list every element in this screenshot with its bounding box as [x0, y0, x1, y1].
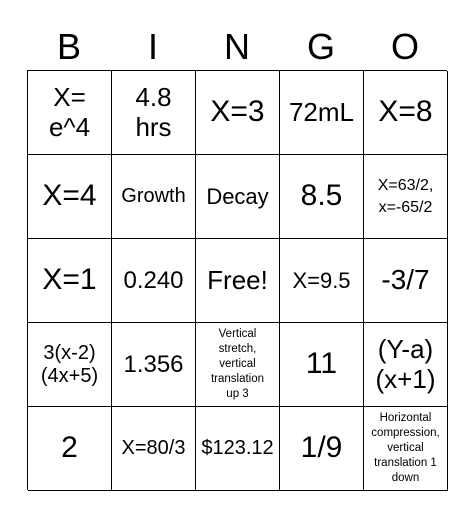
bingo-cell[interactable] [112, 155, 196, 239]
bingo-cell[interactable] [112, 71, 196, 155]
cell-text: $123.12 [201, 437, 274, 459]
bingo-cell[interactable] [112, 407, 196, 491]
bingo-cell[interactable] [364, 323, 448, 407]
bingo-cell[interactable] [280, 323, 364, 407]
bingo-cell[interactable] [196, 155, 280, 239]
bingo-cell[interactable] [196, 323, 280, 407]
bingo-cell[interactable] [364, 239, 448, 323]
bingo-cell[interactable] [28, 323, 112, 407]
cell-text: X=1 [42, 263, 97, 297]
cell-text: X=8 [378, 95, 433, 129]
bingo-cell[interactable] [364, 155, 448, 239]
cell-text: 72mL [288, 96, 355, 127]
bingo-cell[interactable] [28, 71, 112, 155]
cell-text: Vertical stretch, vertical translation up 3 [210, 328, 265, 400]
cell-text: 8.5 [300, 179, 343, 213]
cell-text: X=80/3 [121, 437, 186, 459]
header-letter-n: N [224, 26, 250, 67]
bingo-cell[interactable] [280, 155, 364, 239]
bingo-header [27, 24, 447, 70]
cell-text: X=9.5 [292, 267, 351, 293]
bingo-cell[interactable] [112, 323, 196, 407]
cell-text: Growth [121, 185, 186, 207]
bingo-cell[interactable] [28, 239, 112, 323]
cell-text: 4.8 hrs [135, 81, 172, 142]
bingo-cell[interactable] [28, 407, 112, 491]
cell-text: 1/9 [300, 431, 343, 465]
free-space-cell[interactable] [196, 239, 280, 323]
bingo-board [27, 70, 447, 490]
cell-text: X=3 [210, 95, 265, 129]
bingo-cell[interactable] [280, 71, 364, 155]
cell-text: -3/7 [381, 264, 430, 296]
cell-text: 3(x-2) (4x+5) [40, 341, 99, 387]
header-letter-i: I [147, 26, 158, 67]
cell-text: X=4 [42, 179, 97, 213]
bingo-cell[interactable] [28, 155, 112, 239]
cell-text: X=63/2, x=-65/2 [377, 176, 434, 216]
bingo-cell[interactable] [280, 407, 364, 491]
cell-text: Horizontal compression, vertical translation 1 down [371, 412, 440, 484]
bingo-cell[interactable] [196, 71, 280, 155]
cell-text: 2 [61, 431, 78, 465]
header-letter-g: G [306, 26, 335, 67]
bingo-cell[interactable] [364, 407, 448, 491]
bingo-cell[interactable] [196, 407, 280, 491]
bingo-cell[interactable] [280, 239, 364, 323]
cell-text: Free! [207, 264, 268, 295]
cell-text: (Y-a) (x+1) [375, 333, 436, 394]
header-letter-b: B [56, 26, 81, 67]
cell-text: 11 [305, 347, 338, 381]
bingo-cell[interactable] [112, 239, 196, 323]
cell-text: X= e^4 [48, 81, 91, 142]
cell-text: 0.240 [123, 266, 184, 294]
cell-text: Decay [206, 183, 269, 209]
header-letter-o: O [390, 26, 419, 67]
cell-text: 1.356 [123, 350, 184, 378]
bingo-cell[interactable] [364, 71, 448, 155]
